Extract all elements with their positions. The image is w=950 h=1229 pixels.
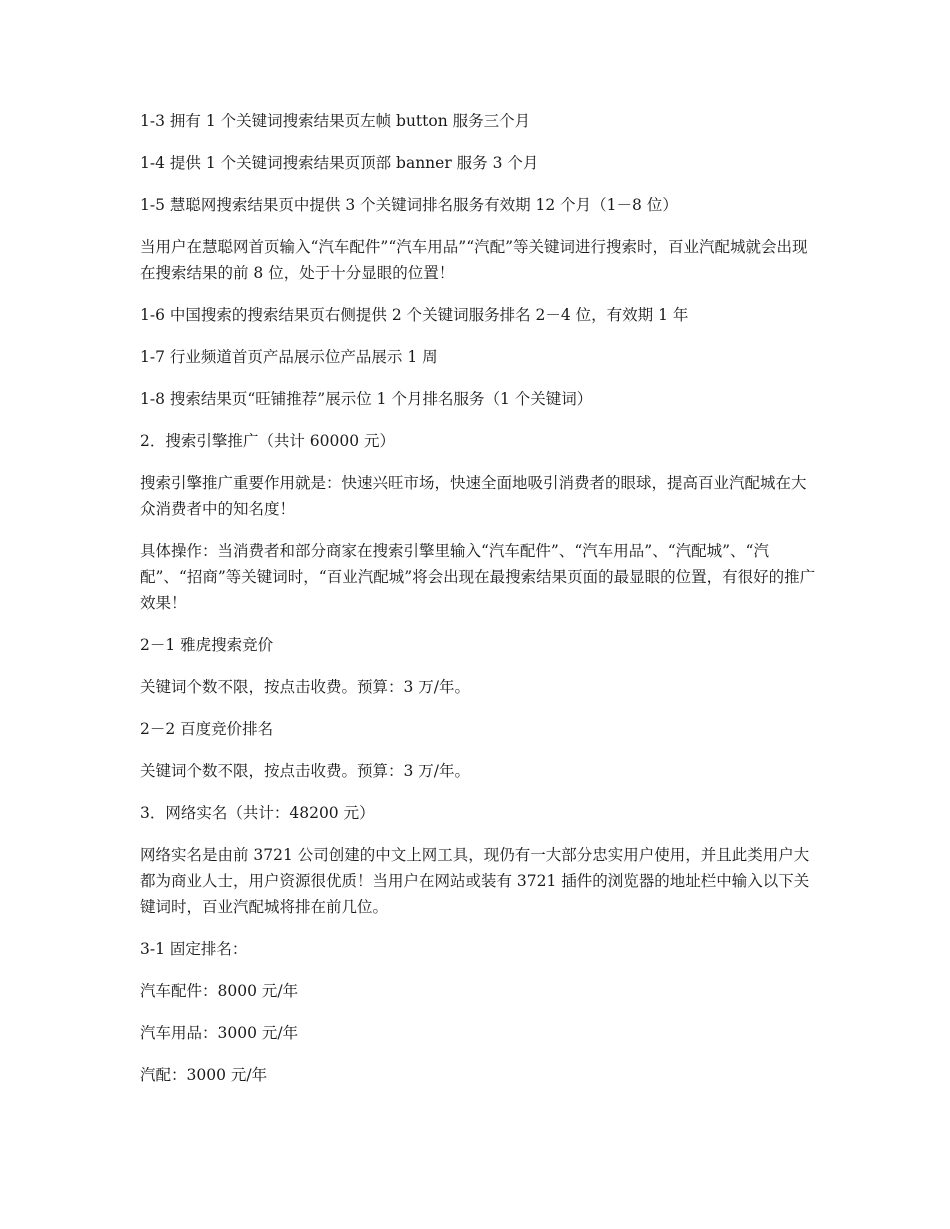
paragraph-search-engine-role: 搜索引擎推广重要作用就是：快速兴旺市场，快速全面地吸引消费者的眼球，提高百业汽配城在大众消费者中的知名度！ (140, 474, 807, 518)
section-heading-2: 2．搜索引擎推广（共计 60000 元） (140, 432, 396, 450)
subheading-2-2: 2－2 百度竞价排名 (140, 720, 274, 738)
paragraph-1-5: 1-5 慧聪网搜索结果页中提供 3 个关键词排名服务有效期 12 个月（1－8 位） (140, 196, 678, 214)
paragraph-1-3: 1-3 拥有 1 个关键词搜索结果页左帧 button 服务三个月 (140, 112, 531, 130)
paragraph-1-7: 1-7 行业频道首页产品展示位产品展示 1 周 (140, 348, 438, 366)
price-auto-parts: 汽车配件：8000 元/年 (140, 982, 299, 1000)
subheading-2-1: 2－1 雅虎搜索竞价 (140, 636, 274, 654)
paragraph-1-8: 1-8 搜索结果页“旺铺推荐”展示位 1 个月排名服务（1 个关键词） (140, 390, 593, 408)
price-auto-supplies: 汽车用品：3000 元/年 (140, 1024, 299, 1042)
paragraph-network-realname: 网络实名是由前 3721 公司创建的中文上网工具，现仍有一大部分忠实用户使用，并且此类用户大都为商业人士，用户资源很优质！当用户在网站或装有 3721 插件的浏览器的地址栏中输入以下关键词时，百业汽配城将排在前几位。 (140, 846, 810, 916)
subheading-3-1: 3-1 固定排名： (140, 940, 248, 958)
paragraph-1-4: 1-4 提供 1 个关键词搜索结果页顶部 banner 服务 3 个月 (140, 154, 539, 172)
paragraph-baidu-budget: 关键词个数不限，按点击收费。预算：3 万/年。 (140, 762, 471, 780)
section-heading-3: 3．网络实名（共计：48200 元） (140, 804, 375, 822)
paragraph-huicong-description: 当用户在慧聪网首页输入“汽车配件”“汽车用品”“汽配”等关键词进行搜索时，百业汽配城就会出现在搜索结果的前 8 位，处于十分显眼的位置！ (140, 238, 808, 282)
price-auto-accessories: 汽配：3000 元/年 (140, 1066, 268, 1084)
document-page (140, 108, 820, 1104)
paragraph-1-6: 1-6 中国搜索的搜索结果页右侧提供 2 个关键词服务排名 2－4 位，有效期 1 年 (140, 306, 689, 324)
paragraph-yahoo-budget: 关键词个数不限，按点击收费。预算：3 万/年。 (140, 678, 471, 696)
paragraph-specific-operation: 具体操作：当消费者和部分商家在搜索引擎里输入“汽车配件”、“汽车用品”、“汽配城”、“汽配”、“招商”等关键词时，“百业汽配城”将会出现在最搜索结果页面的最显眼的位置，有很好的推广效果！ (140, 542, 816, 612)
